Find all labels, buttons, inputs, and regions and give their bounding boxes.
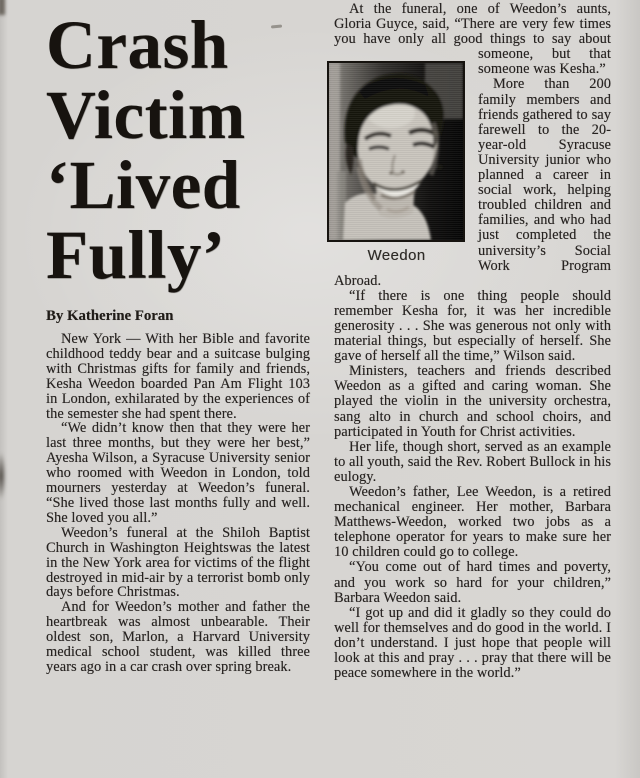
photo-caption: Weedon: [367, 247, 426, 265]
photo-block: [327, 61, 466, 265]
paragraph-text: things to say about someone, but that someone was Kesha.”: [478, 31, 611, 78]
article-paragraph: “I got up and did it gladly so they could do well for themselves and do good in the world. I don’t understand. I just hope that people will look at this and pray . . . pray that there will be peace somewhere in the world.”: [334, 604, 611, 682]
headline-line: ‘Lived: [46, 147, 241, 223]
left-column: [46, 7, 310, 675]
headline-line: Victim: [46, 77, 246, 153]
article-paragraph: “We didn’t know then that they were her last three months, but they were her best,” Ayesha Wilson, a Syracuse University senior who roomed with Weedon in London, told mourners yesterday at Weedon’s funeral. “She lived those last months fully and well. She loved you all.”: [46, 420, 310, 526]
article-paragraph: Her life, though short, served as an example to all youth, said the Rev. Robert Bullock in his eulogy.: [334, 438, 611, 485]
right-column: [334, 2, 611, 681]
article-paragraph: Weedon’s father, Lee Weedon, is a retired mechanical engineer. Her mother, Barbara Matthews-Weedon, worked two jobs as a telephone operator for years to make sure her 10 children could go to college.: [334, 484, 611, 561]
article-paragraph: “If there is one thing people should remember Kesha for, it was her incredible generosity . . . She was generous not only with material things, but especially of herself. She gave of herself all the time,” Wilson said.: [334, 287, 611, 365]
portrait-photo: [327, 61, 465, 242]
left-column-body: [46, 332, 310, 675]
headline-line: Fully’: [46, 217, 226, 293]
headline-line: Crash: [46, 7, 229, 83]
article-paragraph: “You come out of hard times and poverty, and you work so hard for your children,” Barbara Weedon said.: [334, 559, 611, 606]
article-paragraph: New York — With her Bible and favorite childhood teddy bear and a suitcase bulging with Christmas gifts for family and friends, Kesha Weedon boarded Pan Am Flight 103 in London, exhilarated by the experiences of the semester she had spent there.: [46, 331, 310, 422]
byline: By Katherine Foran: [46, 308, 174, 324]
headline: [46, 7, 310, 293]
portrait-illustration: [329, 63, 463, 240]
article-paragraph: More than 200 family members and friends gathered to say farewell to the 20-year-old Syracuse University junior who planned a career in social work, helping troubled children and families, and who had just completed the university’s Social Work Program Abroad.: [334, 76, 611, 289]
article-paragraph: Weedon’s funeral at the Shiloh Baptist Church in Washington Heightswas the latest in the New York area for victims of the flight destroyed in mid-air by a terrorist bomb only days before Christmas.: [46, 524, 310, 601]
article-paragraph: Ministers, teachers and friends described Weedon as a gifted and caring woman. She played the violin in the university orchestra, sang alto in church and school choirs, and participated in Youth for Christ activities.: [334, 363, 611, 440]
article-paragraph: And for Weedon’s mother and father the heartbreak was almost unbearable. Their oldest son, Marlon, a Harvard University medical school student, was killed three years ago in a car crash over spring break.: [46, 599, 310, 675]
scan-edge-smudge: [0, 452, 6, 500]
paragraph-text: At the funeral, one of Weedon’s aunts, Gloria Guyce, said, “There are very few times you have only all good: [334, 1, 611, 48]
scan-corner-mark: [0, 0, 5, 15]
